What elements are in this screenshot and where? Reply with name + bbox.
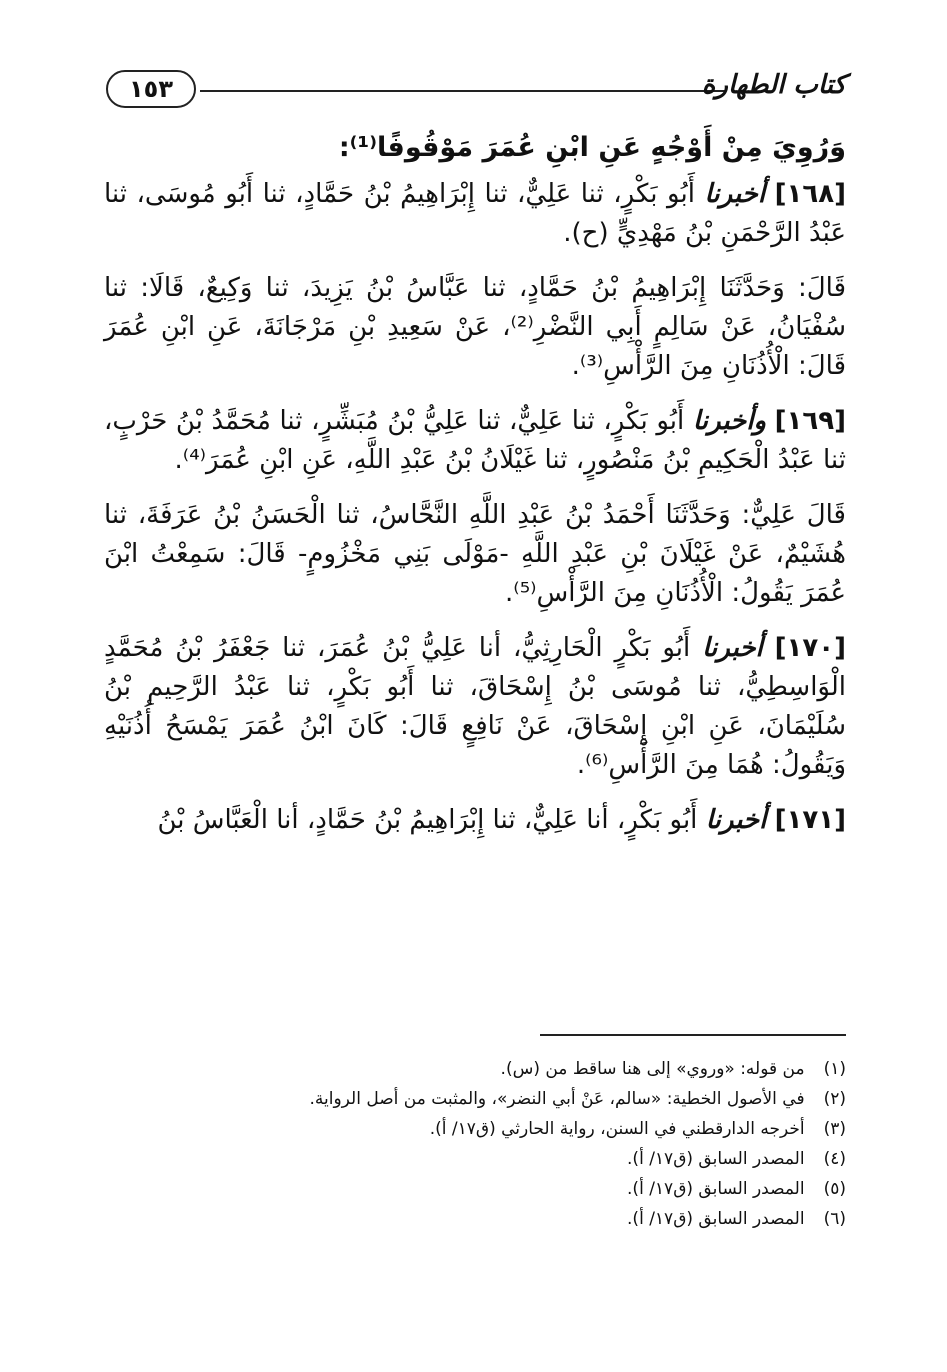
hadith-number: [١٧٠] <box>774 633 847 663</box>
footnote-text: المصدر السابق (ق١٧/ أ). <box>627 1179 805 1199</box>
footnote-separator <box>540 1034 846 1036</box>
hadith-text: أَبُو بَكْرٍ، ثنا عَلِيٌّ، ثنا عَلِيُّ بْنُ مُبَشِّرٍ، ثنا مُحَمَّدُ بْنُ حَرْبٍ، ثنا عَبْدُ الْحَكِيمِ بْنُ مَنْصُورٍ، ثنا غَيْلَانُ بْنُ عَبْدِ اللَّهِ، عَنِ ابْنِ عُمَرَ⁽⁴⁾. <box>104 406 846 475</box>
hadith-lead-word: وأخبرنا <box>692 406 767 436</box>
page-header <box>100 70 846 110</box>
hadith-170 <box>104 629 846 785</box>
hadith-171 <box>104 801 846 840</box>
footnote-text: المصدر السابق (ق١٧/ أ). <box>627 1209 805 1229</box>
footnote-mark: (٤) <box>823 1149 846 1169</box>
footnote-mark: (١) <box>823 1059 846 1079</box>
hadith-169-continuation: قَالَ عَلِيٌّ: وَحَدَّثَنَا أَحْمَدُ بْنُ عَبْدِ اللَّهِ النَّحَّاسُ، ثنا الْحَسَنُ بْنُ عَرَفَةَ، ثنا هُشَيْمٌ، عَنْ غَيْلَانَ بْنِ عَبْدِ اللَّهِ -مَوْلَى بَنِي مَخْزُومٍ- قَالَ: سَمِعْتُ ابْنَ عُمَرَ يَقُولُ: الْأُذُنَانِ مِنَ الرَّأْسِ⁽⁵⁾. <box>104 500 846 608</box>
hadith-168-continuation: قَالَ: وَحَدَّثَنَا إِبْرَاهِيمُ بْنُ حَمَّادٍ، ثنا عَبَّاسُ بْنُ يَزِيدَ، ثنا وَكِيعٌ، قَالَا: ثنا سُفْيَانُ، عَنْ سَالِمٍ أَبِي النَّضْرِ⁽²⁾، عَنْ سَعِيدِ بْنِ مَرْجَانَةَ، عَنِ ابْنِ عُمَرَ قَالَ: الْأُذُنَانِ مِنَ الرَّأْسِ⁽³⁾. <box>104 273 846 381</box>
header-rule <box>200 90 726 92</box>
hadith-number: [١٦٩] <box>774 406 847 436</box>
hadith-168 <box>104 175 846 253</box>
page-number: ١٥٣ <box>106 70 196 108</box>
footnote-text: المصدر السابق (ق١٧/ أ). <box>627 1149 805 1169</box>
hadith-text: أَبُو بَكْرٍ، ثنا عَلِيٌّ، ثنا إِبْرَاهِيمُ بْنُ حَمَّادٍ، ثنا أَبُو مُوسَى، ثنا عَبْدُ الرَّحْمَنِ بْنُ مَهْدِيٍّ (ح). <box>104 179 846 248</box>
footnote-mark: (٥) <box>823 1179 846 1199</box>
footnote-5 <box>104 1174 846 1204</box>
footnote-3 <box>104 1114 846 1144</box>
intro-line: وَرُوِيَ مِنْ أَوْجُهٍ عَنِ ابْنِ عُمَرَ مَوْقُوفًا⁽¹⁾: <box>338 132 846 163</box>
footnote-mark: (٢) <box>823 1089 846 1109</box>
footnote-6 <box>104 1204 846 1234</box>
hadith-lead-word: أخبرنا <box>705 805 767 835</box>
footnote-text: أخرجه الدارقطني في السنن، رواية الحارثي (ق١٧/ أ). <box>429 1119 805 1139</box>
hadith-text: أَبُو بَكْرٍ الْحَارِثِيُّ، أنا عَلِيُّ بْنُ عُمَرَ، ثنا جَعْفَرُ بْنُ مُحَمَّدٍ الْوَاسِطِيُّ، ثنا مُوسَى بْنُ إِسْحَاقَ، ثنا أَبُو بَكْرٍ، ثنا عَبْدُ الرَّحِيمِ بْنُ سُلَيْمَانَ، عَنِ ابْنِ إِسْحَاقَ، عَنْ نَافِعٍ قَالَ: كَانَ ابْنُ عُمَرَ يَمْسَحُ أُذُنَيْهِ وَيَقُولُ: هُمَا مِنَ الرَّأْسِ⁽⁶⁾. <box>104 633 846 780</box>
footnotes <box>104 1054 846 1234</box>
hadith-number: [١٧١] <box>774 805 846 835</box>
hadith-lead-word: أخبرنا <box>704 179 766 209</box>
footnote-4 <box>104 1144 846 1174</box>
hadith-number: [١٦٨] <box>774 179 847 209</box>
footnote-2 <box>104 1084 846 1114</box>
footnote-text: من قوله: «وروي» إلى هنا ساقط من (س). <box>500 1059 805 1079</box>
hadith-text: أَبُو بَكْرٍ، أنا عَلِيٌّ، ثنا إِبْرَاهِيمُ بْنُ حَمَّادٍ، أنا الْعَبَّاسُ بْنُ <box>157 805 698 835</box>
hadith-lead-word: أخبرنا <box>702 633 763 663</box>
footnote-text: في الأصول الخطية: «سالم، عَنْ أبي النضر»، والمثبت من أصل الرواية. <box>309 1089 805 1109</box>
main-text <box>104 128 846 856</box>
footnote-mark: (٦) <box>823 1209 846 1229</box>
footnote-mark: (٣) <box>823 1119 846 1139</box>
book-title: كتاب الطهارة <box>701 70 846 100</box>
hadith-169 <box>104 402 846 480</box>
footnote-1 <box>104 1054 846 1084</box>
